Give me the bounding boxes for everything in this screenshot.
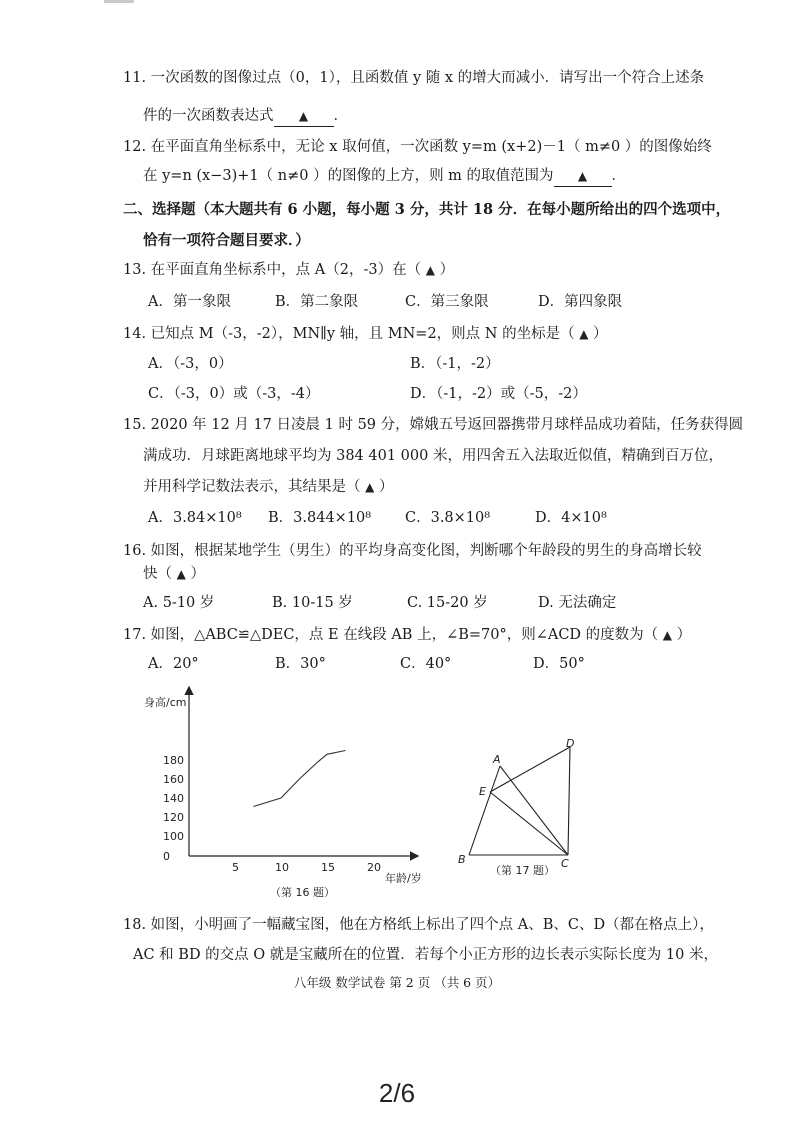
- q11-line2-end: ．: [333, 108, 348, 124]
- page-indicator: 2/6: [378, 1078, 416, 1108]
- y-tick-label: 140: [163, 792, 184, 805]
- triangle-mark-icon: ▲: [579, 327, 589, 341]
- q14-option-a: A．（-3，0）: [148, 356, 233, 372]
- q15-line3-text: 并用科学记数法表示，其结果是（: [143, 479, 361, 495]
- q12-line2-text: 在 y=n (x−3)+1（ n≠0 ）的图像的上方，则 m 的取值范围为: [143, 168, 554, 184]
- q17-stem-end: ）: [676, 627, 692, 643]
- q13-option-c: C．第三象限: [405, 294, 489, 310]
- q17-option-c: C．40°: [400, 656, 452, 672]
- chart-caption: （第 16 题）: [270, 886, 335, 899]
- q16-line2-text: 快（: [143, 566, 172, 582]
- q16-option-d: D. 无法确定: [538, 595, 617, 611]
- q16-height-chart: [130, 680, 430, 900]
- q14-option-b: B．（-1，-2）: [410, 356, 500, 372]
- point-label-e: E: [479, 785, 486, 798]
- y-tick-label: 120: [163, 811, 184, 824]
- q13-stem: [123, 260, 454, 280]
- q16-line2-end: ）: [190, 566, 205, 582]
- q17-option-a: A．20°: [148, 656, 199, 672]
- q12-line2: [143, 166, 626, 187]
- q15-line2: 满成功．月球距离地球平均为 384 401 000 米，用四舍五入法取近似值，精确到百万位，: [143, 448, 723, 464]
- scan-speck: [104, 0, 134, 3]
- q14-option-c: C．（-3，0）或（-3，-4）: [148, 386, 320, 402]
- q15-line1: 15. 2020 年 12 月 17 日凌晨 1 时 59 分，嫦娥五号返回器携带月球样品成功着陆，任务获得圆: [123, 417, 744, 433]
- q15-line3-end: ）: [378, 479, 394, 495]
- y-tick-label: 100: [163, 830, 184, 843]
- x-axis-label: 年龄/岁: [385, 872, 422, 885]
- page-footer: 八年级 数学试卷 第 2 页 （共 6 页）: [293, 975, 501, 990]
- x-tick-label: 15: [321, 861, 335, 874]
- triangle-mark-icon: ▲: [298, 109, 309, 123]
- q14-stem: [123, 324, 608, 344]
- q15-line3: [143, 477, 393, 497]
- q11-line2-text: 件的一次函数表达式: [143, 108, 274, 124]
- height-curve: [253, 751, 345, 807]
- q16-line1: 16. 如图，根据某地学生（男生）的平均身高变化图，判断哪个年龄段的男生的身高增长较: [123, 543, 702, 559]
- y-tick-label: 0: [163, 850, 170, 863]
- q15-option-d: D．4×10⁸: [535, 510, 607, 526]
- point-label-b: B: [458, 853, 466, 866]
- q15-option-c: C．3.8×10⁸: [405, 510, 491, 526]
- triangle-mark-icon: ▲: [176, 567, 186, 581]
- q15-option-a: A．3.84×10⁸: [148, 510, 242, 526]
- q17-option-d: D．50°: [533, 656, 585, 672]
- segment-ac: [500, 766, 568, 855]
- segment-ec: [490, 792, 568, 855]
- q13-option-d: D．第四象限: [538, 294, 623, 310]
- point-label-a: A: [493, 753, 501, 766]
- q13-option-b: B．第二象限: [275, 294, 359, 310]
- x-tick-label: 20: [367, 861, 381, 874]
- q13-stem-end: ）: [439, 262, 455, 278]
- triangle-mark-icon: ▲: [425, 263, 435, 277]
- x-tick-label: 5: [232, 861, 239, 874]
- q16-option-b: B. 10-15 岁: [272, 595, 353, 611]
- q17-triangle-figure: [450, 730, 600, 880]
- q17-option-b: B．30°: [275, 656, 326, 672]
- q11-line1: 11. 一次函数的图像过点（0，1），且函数值 y 随 x 的增大而减小．请写出一个符合上述条: [123, 70, 705, 86]
- q18-line1: 18. 如图，小明画了一幅藏宝图，他在方格纸上标出了四个点 A、B、C、D（都在格点上），: [123, 917, 714, 933]
- figure-caption: （第 17 题）: [490, 864, 555, 877]
- q12-line1: 12. 在平面直角坐标系中，无论 x 取何值，一次函数 y=m (x+2)－1（ m≠0 ）的图像始终: [123, 139, 712, 155]
- triangle-mark-icon: ▲: [577, 169, 588, 183]
- q17-stem: [123, 625, 691, 645]
- q12-answer-blank: [554, 166, 612, 187]
- segment-dc: [568, 747, 570, 855]
- triangle-mark-icon: ▲: [662, 628, 673, 642]
- q18-line2: AC 和 BD 的交点 O 就是宝藏所在的位置．若每个小正方形的边长表示实际长度为 10 米，: [133, 947, 718, 963]
- q16-line2: [143, 564, 205, 584]
- q14-stem-end: ）: [593, 326, 608, 342]
- q14-option-d: D．（-1，-2）或（-5，-2）: [410, 386, 587, 402]
- q14-stem-text: 14. 已知点 M（-3，-2），MN∥y 轴，且 MN=2，则点 N 的坐标是（: [123, 326, 575, 342]
- section2-heading-cont: 恰有一项符合题目要求．）: [143, 232, 310, 249]
- point-label-d: D: [566, 737, 575, 750]
- q15-option-b: B．3.844×10⁸: [268, 510, 372, 526]
- q13-option-a: A．第一象限: [148, 294, 231, 310]
- q11-line2: [143, 106, 348, 127]
- segment-ba: [469, 766, 500, 855]
- q16-option-a: A. 5-10 岁: [143, 595, 215, 611]
- q17-stem-text: 17. 如图，△ABC≌△DEC，点 E 在线段 AB 上，∠B=70°，则∠ACD 的度数为（: [123, 627, 659, 643]
- point-label-c: C: [561, 857, 569, 870]
- y-tick-label: 180: [163, 754, 184, 767]
- y-axis-label: 身高/cm: [144, 696, 187, 709]
- q16-option-c: C. 15-20 岁: [407, 595, 488, 611]
- q12-line2-end: ．: [611, 168, 627, 184]
- section2-heading: 二、选择题（本大题共有 6 小题，每小题 3 分，共计 18 分．在每小题所给出的四个选项中，: [123, 201, 731, 218]
- q13-stem-text: 13. 在平面直角坐标系中，点 A（2，-3）在（: [123, 262, 422, 278]
- y-tick-label: 160: [163, 773, 184, 786]
- x-tick-label: 10: [275, 861, 289, 874]
- q11-answer-blank: [274, 106, 334, 127]
- triangle-mark-icon: ▲: [365, 480, 375, 494]
